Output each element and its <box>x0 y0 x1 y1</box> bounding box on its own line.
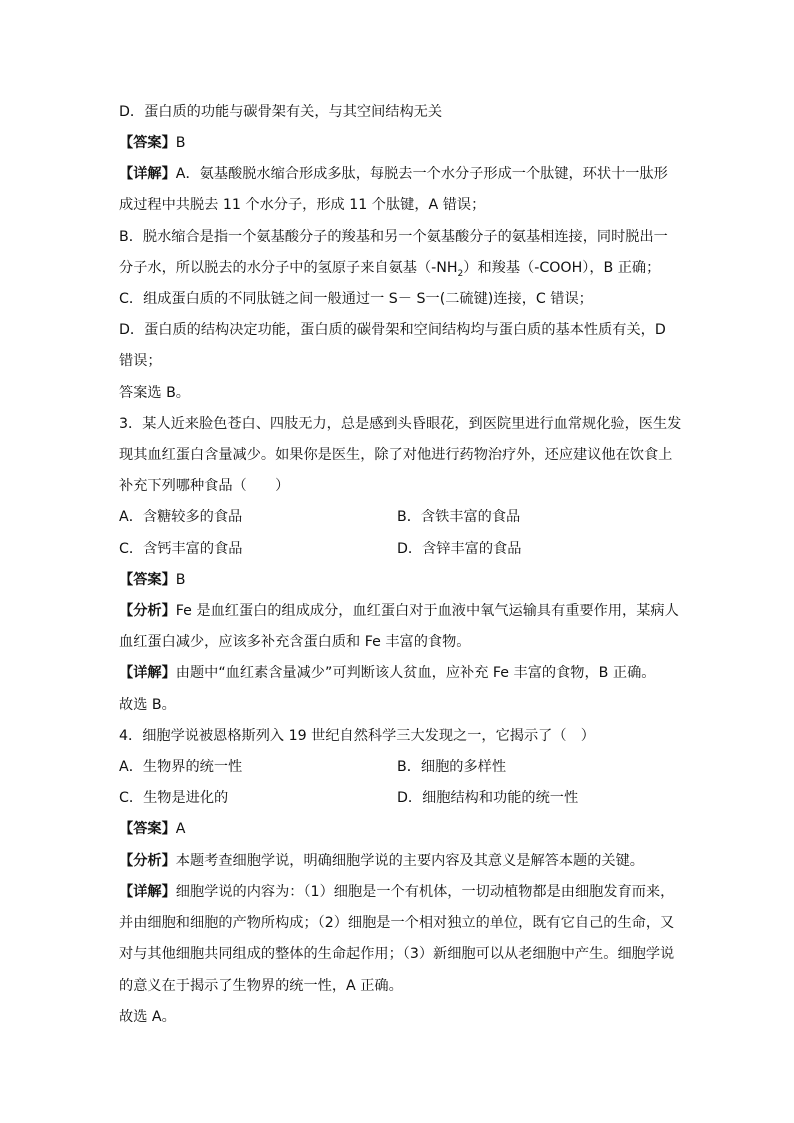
q3-stem-line3: 补充下列哪种食品（ ） <box>119 478 290 494</box>
q2-detail-a-line2: 成过程中共脱去 11 个水分子，形成 11 个肽键，A 错误； <box>119 197 486 213</box>
q4-stem: 4．细胞学说被恩格斯列入 19 世纪自然科学三大发现之一，它揭示了（ ） <box>119 728 595 744</box>
q4-option-a: A．生物界的统一性 <box>119 759 243 775</box>
q2-detail-a-line1 <box>119 163 679 185</box>
q3-option-d: D．含锌丰富的食品 <box>397 541 522 557</box>
detail-tag: 【详解】 <box>119 665 176 681</box>
q4-detail-line1 <box>119 881 679 903</box>
answer-tag: 【答案】 <box>119 135 176 151</box>
q2-detail-c: C．组成蛋白质的不同肽链之间一般通过一 S－ S一(二硫键)连接，C 错误； <box>119 291 593 307</box>
q4-option-c: C．生物是进化的 <box>119 790 229 806</box>
q3-detail <box>119 662 679 684</box>
q2-conclusion: 答案选 B。 <box>119 385 190 401</box>
q2-detail-b-line2 <box>119 257 679 279</box>
analysis-tag: 【分析】 <box>119 603 176 619</box>
answer-value: A <box>175 821 186 837</box>
q2-detail-b-line1: B．脱水缩合是指一个氨基酸分子的羧基和另一个氨基酸分子的氨基相连接，同时脱出一 <box>119 229 668 245</box>
q4-conclusion: 故选 A。 <box>119 1009 176 1025</box>
q2-option-d: D．蛋白质的功能与碳骨架有关，与其空间结构无关 <box>119 104 443 120</box>
answer-value: B <box>175 135 186 151</box>
q3-option-b: B．含铁丰富的食品 <box>397 509 521 525</box>
q3-conclusion: 故选 B。 <box>119 697 176 713</box>
q3-analysis-line1 <box>119 600 679 622</box>
detail-tag: 【详解】 <box>119 166 176 182</box>
detail-text: 分子水，所以脱去的水分子中的氢原子来自氨基（-NH <box>119 260 458 276</box>
subscript: 2 <box>457 268 464 279</box>
q4-option-b: B．细胞的多样性 <box>397 759 507 775</box>
detail-tag: 【详解】 <box>119 884 176 900</box>
q2-detail-d-line1: D．蛋白质的结构决定功能，蛋白质的碳骨架和空间结构均与蛋白质的基本性质有关，D <box>119 322 666 338</box>
q3-answer <box>119 569 679 591</box>
answer-value: B <box>175 572 186 588</box>
q3-stem-line1: 3．某人近来脸色苍白、四肢无力，总是感到头昏眼花，到医院里进行血常规化验，医生发 <box>119 416 682 432</box>
q3-option-c: C．含钙丰富的食品 <box>119 541 243 557</box>
analysis-text: Fe 是血红蛋白的组成成分，血红蛋白对于血液中氧气运输具有重要作用，某病人 <box>175 603 679 619</box>
q4-detail-line3: 对与其他细胞共同组成的整体的生命起作用；（3）新细胞可以从老细胞中产生。细胞学说 <box>119 946 675 962</box>
detail-text: A．氨基酸脱水缩合形成多肽，每脱去一个水分子形成一个肽键，环状十一肽形 <box>175 166 668 182</box>
q4-option-d: D．细胞结构和功能的统一性 <box>397 790 579 806</box>
q3-option-a: A．含糖较多的食品 <box>119 509 243 525</box>
q2-detail-d-line2: 错误； <box>119 353 162 369</box>
q2-answer <box>119 132 679 154</box>
answer-tag: 【答案】 <box>119 572 176 588</box>
detail-text: 由题中“血红素含量减少”可判断该人贫血，应补充 Fe 丰富的食物，B 正确。 <box>175 665 656 681</box>
q4-answer <box>119 818 679 840</box>
detail-text: ）和羧基（-COOH），B 正确； <box>463 260 661 276</box>
answer-tag: 【答案】 <box>119 821 176 837</box>
q4-detail-line2: 并由细胞和细胞的产物所构成；（2）细胞是一个相对独立的单位，既有它自己的生命，又 <box>119 915 675 931</box>
q3-analysis-line2: 血红蛋白减少，应该多补充含蛋白质和 Fe 丰富的食物。 <box>119 634 471 650</box>
q4-detail-line4: 的意义在于揭示了生物界的统一性，A 正确。 <box>119 978 403 994</box>
q4-analysis <box>119 850 679 872</box>
detail-text: 细胞学说的内容为：（1）细胞是一个有机体，一切动植物都是由细胞发育而来， <box>175 884 675 900</box>
analysis-text: 本题考查细胞学说，明确细胞学说的主要内容及其意义是解答本题的关键。 <box>175 853 644 869</box>
analysis-tag: 【分析】 <box>119 853 176 869</box>
q3-stem-line2: 现其血红蛋白含量减少。如果你是医生，除了对他进行药物治疗外，还应建议他在饮食上 <box>119 447 673 463</box>
